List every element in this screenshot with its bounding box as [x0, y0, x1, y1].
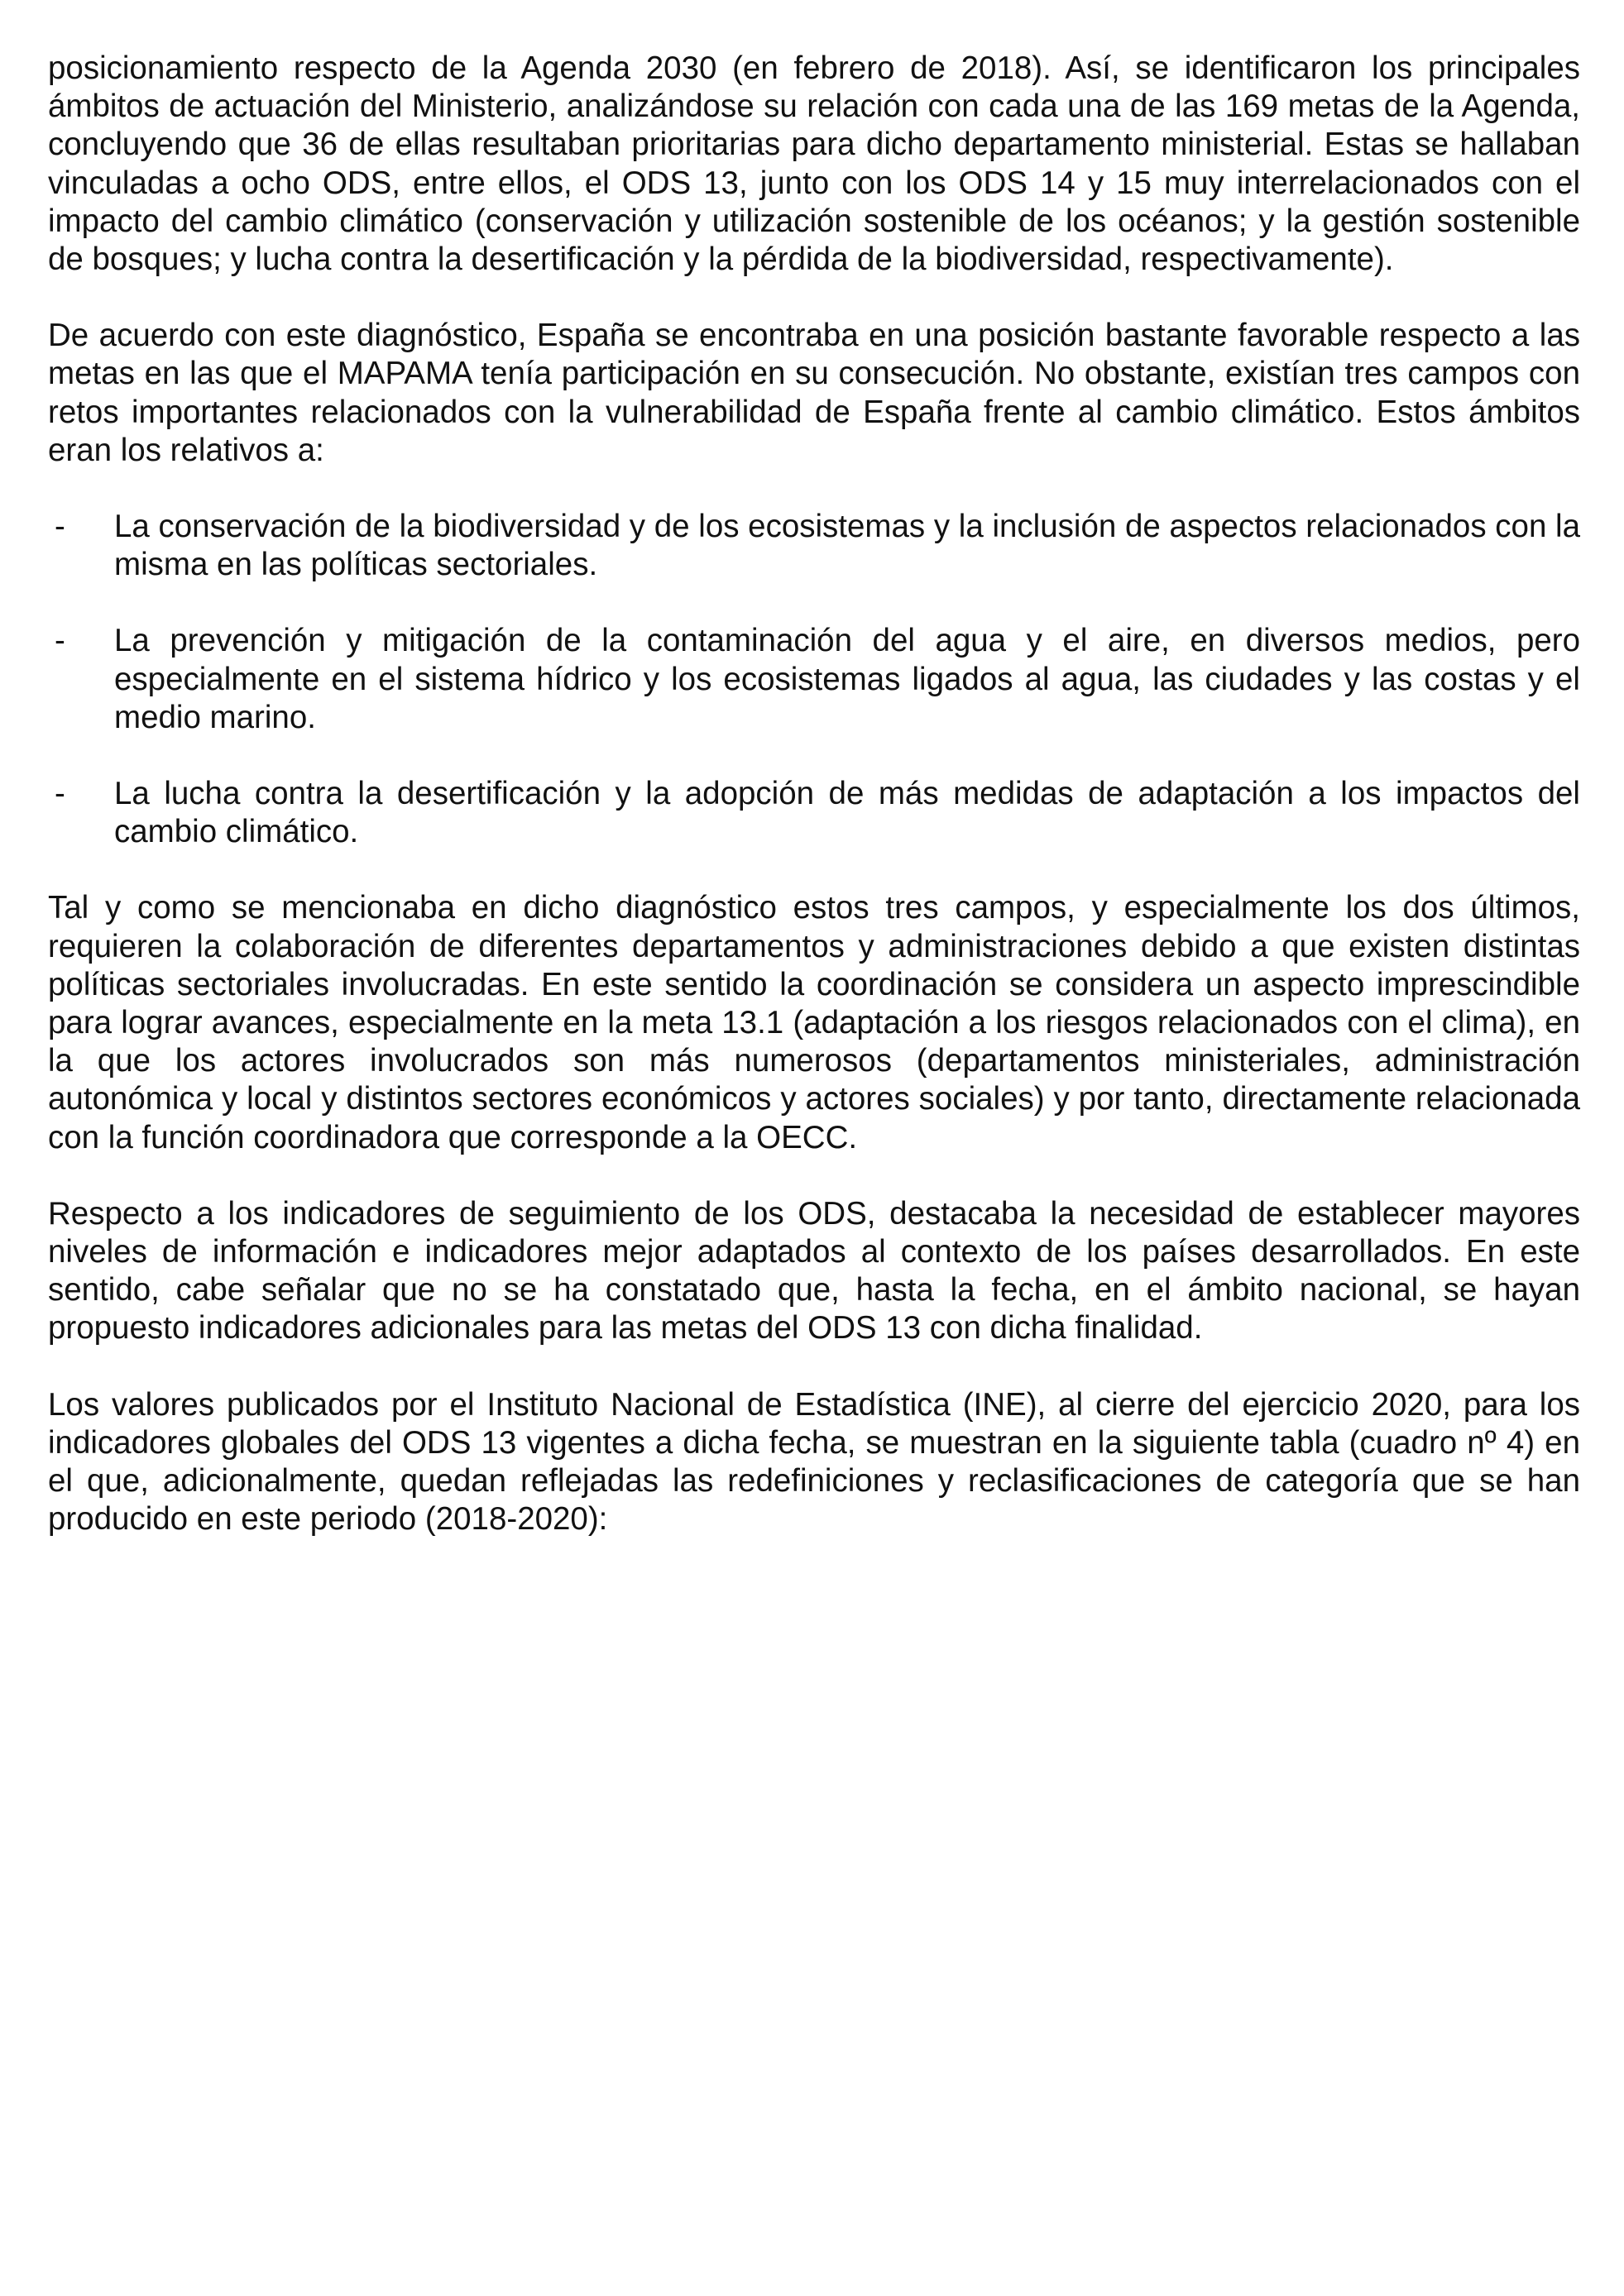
list-item	[48, 508, 1580, 584]
list-item-text: La prevención y mitigación de la contaminación del agua y el aire, en diversos medios, pero especialmente en el sistema hídrico y los ecosistemas ligados al agua, las ciudades y las costas y el medio marino.	[114, 623, 1580, 735]
list-bullet: -	[55, 509, 65, 545]
paragraph-diagnostico: De acuerdo con este diagnóstico, España se encontraba en una posición bastante favorable respecto a las metas en las que el MAPAMA tenía participación en su consecución. No obstante, existían tres campos con retos importantes relacionados con la vulnerabilidad de España frente al cambio climático. Estos ámbitos eran los relativos a:	[48, 318, 1580, 468]
list-item-text: La lucha contra la desertificación y la adopción de más medidas de adaptación a los impactos del cambio climático.	[114, 776, 1580, 850]
challenges-list	[48, 508, 1580, 851]
document-page	[48, 50, 1580, 1577]
list-bullet: -	[55, 776, 65, 812]
list-bullet: -	[55, 623, 65, 659]
list-item	[48, 775, 1580, 851]
paragraph-ine: Los valores publicados por el Instituto Nacional de Estadística (INE), al cierre del ejercicio 2020, para los indicadores globales del ODS 13 vigentes a dicha fecha, se muestran en la siguiente tabla (cuadro nº 4) en el que, adicionalmente, quedan reflejadas las redefiniciones y reclasificaciones de categoría que se han producido en este periodo (2018-2020):	[48, 1386, 1580, 1538]
list-item	[48, 622, 1580, 737]
paragraph-indicadores: Respecto a los indicadores de seguimiento de los ODS, destacaba la necesidad de establecer mayores niveles de información e indicadores mejor adaptados al contexto de los países desarrollados. En este sentido, cabe señalar que no se ha constatado que, hasta la fecha, en el ámbito nacional, se hayan propuesto indicadores adicionales para las metas del ODS 13 con dicha finalidad.	[48, 1195, 1580, 1347]
paragraph-agenda-2030: posicionamiento respecto de la Agenda 2030 (en febrero de 2018). Así, se identificaron los principales ámbitos de actuación del Ministerio, analizándose su relación con cada una de las 169 metas de la Agenda, concluyendo que 36 de ellas resultaban prioritarias para dicho departamento ministerial. Estas se hallaban vinculadas a ocho ODS, entre ellos, el ODS 13, junto con los ODS 14 y 15 muy interrelacionados con el impacto del cambio climático (conservación y utilización sostenible de los océanos; y la gestión sostenible de bosques; y lucha contra la desertificación y la pérdida de la biodiversidad, respectivamente).	[48, 50, 1580, 278]
list-item-text: La conservación de la biodiversidad y de los ecosistemas y la inclusión de aspectos relacionados con la misma en las políticas sectoriales.	[114, 509, 1581, 583]
paragraph-coordinacion: Tal y como se mencionaba en dicho diagnóstico estos tres campos, y especialmente los dos últimos, requieren la colaboración de diferentes departamentos y administraciones debido a que existen distintas políticas sectoriales involucradas. En este sentido la coordinación se considera un aspecto imprescindible para lograr avances, especialmente en la meta 13.1 (adaptación a los riesgos relacionados con el clima), en la que los actores involucrados son más numerosos (departamentos ministeriales, administración autonómica y local y distintos sectores económicos y actores sociales) y por tanto, directamente relacionada con la función coordinadora que corresponde a la OECC.	[48, 890, 1580, 1155]
